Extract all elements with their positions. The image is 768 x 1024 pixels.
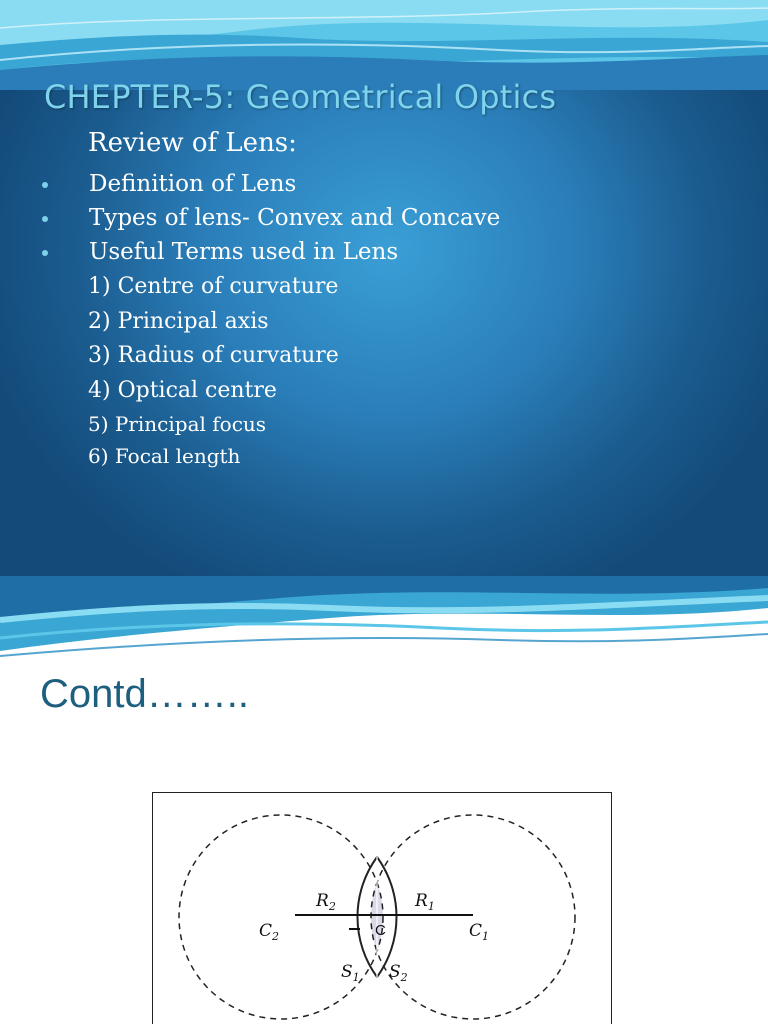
label-r2: $R_2$ [316,891,336,913]
label-s2-sub: 2 [400,971,408,984]
term-item: 3) Radius of curvature [88,343,339,368]
bullet-text: Definition of Lens [89,171,297,197]
bullet-item [0,167,500,201]
bullet-item [0,201,500,235]
bullet-dot-icon [42,250,48,256]
bullet-text: Useful Terms used in Lens [89,239,399,265]
label-r2-sub: 2 [328,900,336,913]
label-r1: $R_1$ [415,891,435,913]
slide2-wave-decoration [0,576,768,666]
lens-diagram [152,792,612,1024]
label-c2: $C_2$ [259,921,280,943]
slide-2 [0,576,768,1024]
label-c1: $C_1$ [469,921,490,943]
bullet-dot-icon [42,216,48,222]
bullet-list [0,167,500,269]
label-s2: $S_2$ [389,962,408,984]
term-item: 2) Principal axis [88,308,269,334]
label-s1: $S_1$ [341,962,360,984]
slide-title: CHEPTER-5: Geometrical Optics [44,78,557,116]
label-r1-sub: 1 [427,900,435,913]
term-item: 4) Optical centre [88,377,277,403]
label-c2-sub: 2 [272,930,280,943]
contd-heading: Contd…….. [40,672,249,716]
label-c1-sub: 1 [482,930,490,943]
term-item: 5) Principal focus [88,412,267,436]
bullet-item [0,235,500,269]
subtitle: Review of Lens: [88,128,297,158]
bullet-dot-icon [42,182,48,188]
term-item: 1) Centre of curvature [88,274,339,299]
lens-shape [371,815,575,1019]
circle-outline-left [179,815,383,1019]
label-s1-sub: 1 [352,971,360,984]
top-wave-decoration [0,0,768,90]
term-item: 6) Focal length [88,444,241,468]
label-optical-centre: C [375,922,386,939]
terms-list [0,270,339,472]
bullet-text: Types of lens- Convex and Concave [89,205,501,231]
circle-outline-right [371,815,575,1019]
